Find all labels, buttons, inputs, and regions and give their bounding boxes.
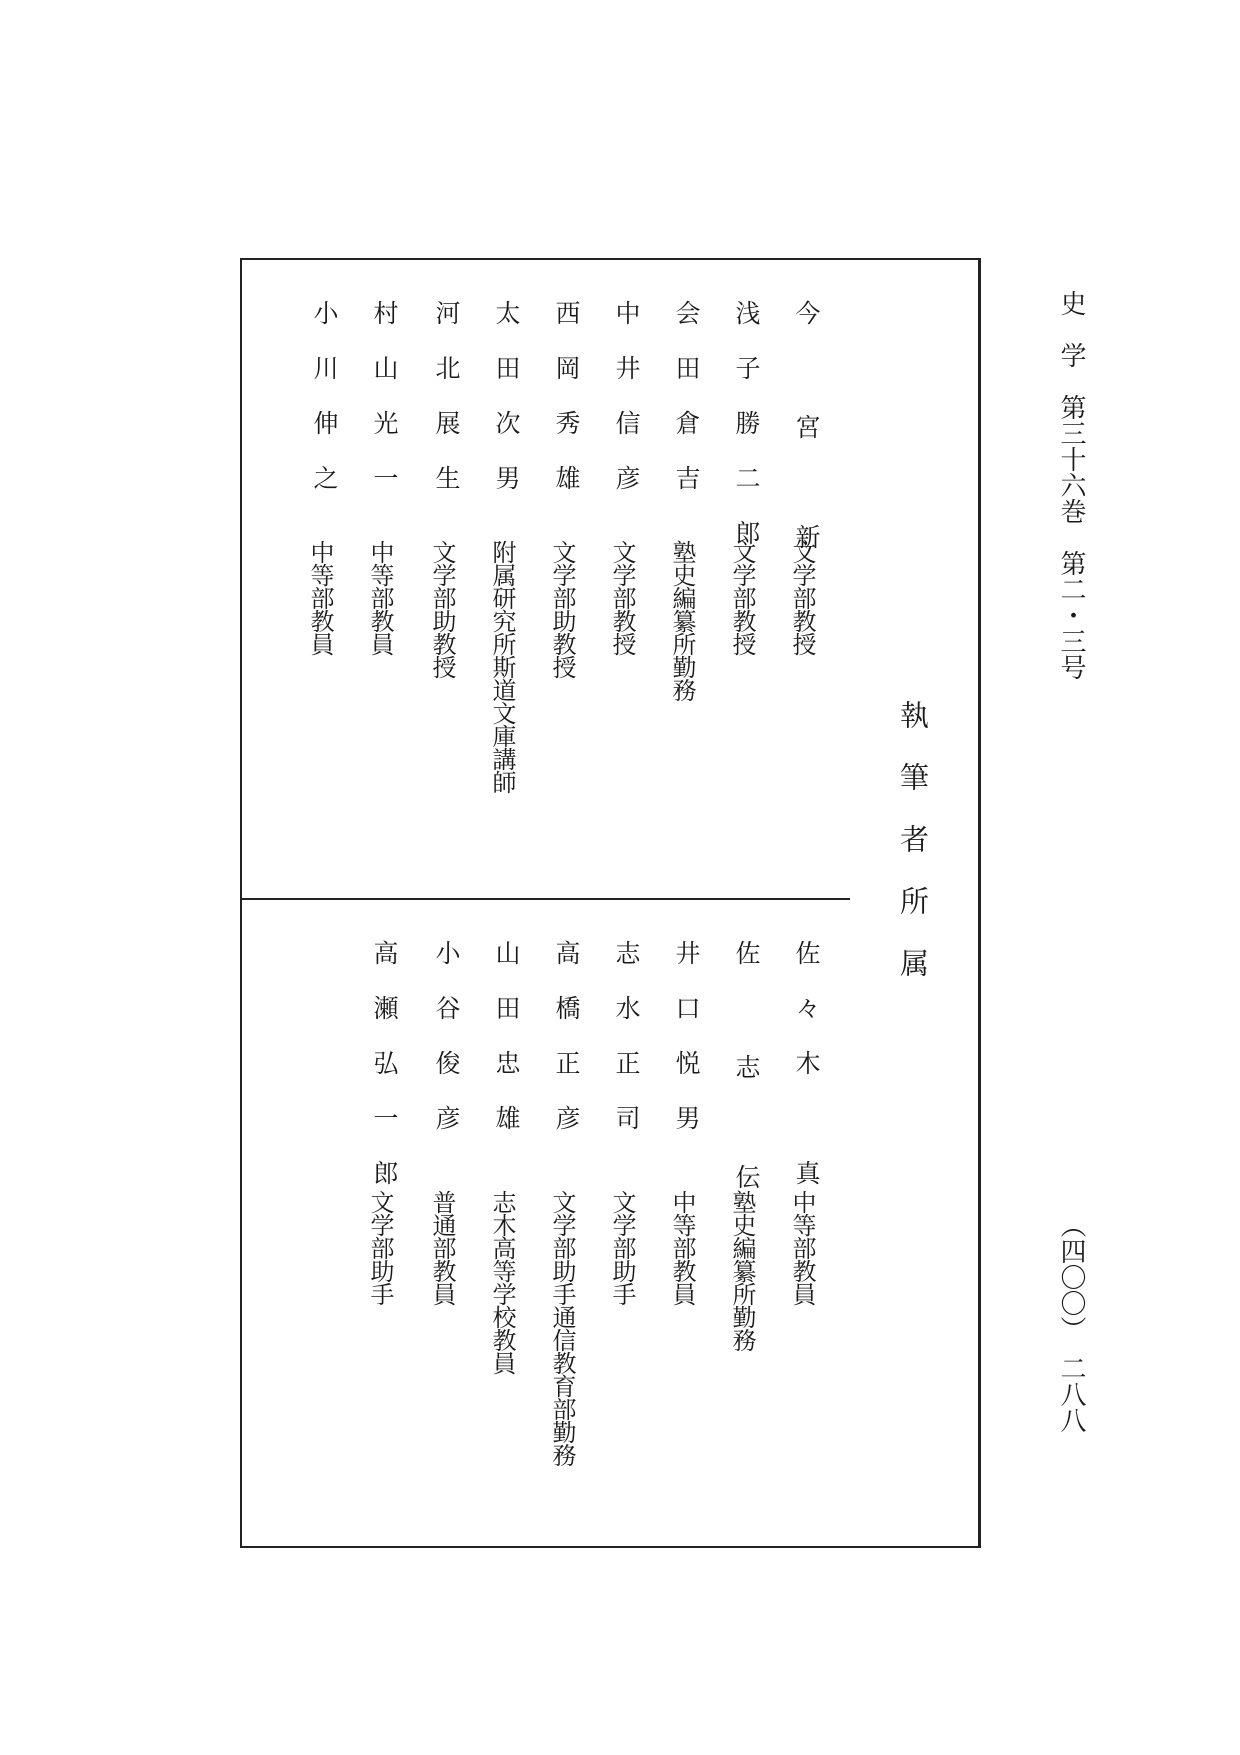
contributor-affiliation: 文学部助手 [366, 1190, 394, 1305]
contributor-name: 会田倉吉 [672, 300, 701, 520]
contributor-affiliation: 中等部教員 [668, 1190, 696, 1305]
contributor-affiliation: 塾史編纂所勤務 [668, 540, 696, 701]
contributor-name: 山田忠雄 [492, 940, 521, 1160]
contributor-name: 西岡秀雄 [552, 300, 581, 520]
contributor-name: 小川伸之 [310, 300, 339, 520]
contributor-affiliation: 文学部助手通信教育部勤務 [548, 1190, 576, 1466]
frame-right-rule [978, 258, 981, 1548]
frame-bottom-rule [240, 1546, 980, 1548]
contributor-affiliation: 塾史編纂所勤務 [728, 1190, 756, 1351]
contributor-affiliation: 附属研究所斯道文庫講師 [488, 540, 516, 793]
contributor-affiliation: 文学部助教授 [428, 540, 456, 678]
contributor-name: 村山光一 [370, 300, 399, 520]
contributor-affiliation: 文学部助教授 [548, 540, 576, 678]
contributor-name: 中井信彦 [612, 300, 641, 520]
contributor-name: 高橋正彦 [552, 940, 581, 1160]
contributor-affiliation: 文学部教授 [788, 540, 816, 655]
contributor-affiliation: 文学部教授 [728, 540, 756, 655]
contributor-affiliation: 中等部教員 [366, 540, 394, 655]
contributor-affiliation: 中等部教員 [788, 1190, 816, 1305]
contributor-affiliation: 文学部助手 [608, 1190, 636, 1305]
contributor-name: 高瀬弘一郎 [370, 940, 399, 1215]
contributor-name: 浅子勝二郎 [732, 300, 761, 575]
contributor-name: 小谷俊彦 [432, 940, 461, 1160]
contributor-affiliation: 普通部教員 [428, 1190, 456, 1305]
contributor-affiliation: 文学部教授 [608, 540, 636, 655]
contributor-name: 志水正司 [612, 940, 641, 1160]
contributor-name: 太田次男 [492, 300, 521, 520]
frame-top-rule [240, 258, 980, 260]
contributor-name: 河北展生 [432, 300, 461, 520]
journal-volume-header: 史 学 第三十六巻 第二・三号 [1056, 290, 1086, 680]
contributor-name: 今 宮 新 [792, 300, 821, 579]
frame-left-rule [240, 258, 242, 1548]
contributor-name: 井口悦男 [672, 940, 701, 1160]
contributor-name: 佐 志 伝 [732, 940, 761, 1219]
contributor-affiliation: 中等部教員 [306, 540, 334, 655]
section-title: 執筆者所属 [896, 700, 930, 1010]
contributor-affiliation: 志木高等学校教員 [488, 1190, 516, 1374]
section-divider [240, 898, 850, 900]
page-number: （四〇〇） 二八八 [1056, 1212, 1086, 1433]
contributor-name: 佐々木 真 [792, 940, 821, 1215]
